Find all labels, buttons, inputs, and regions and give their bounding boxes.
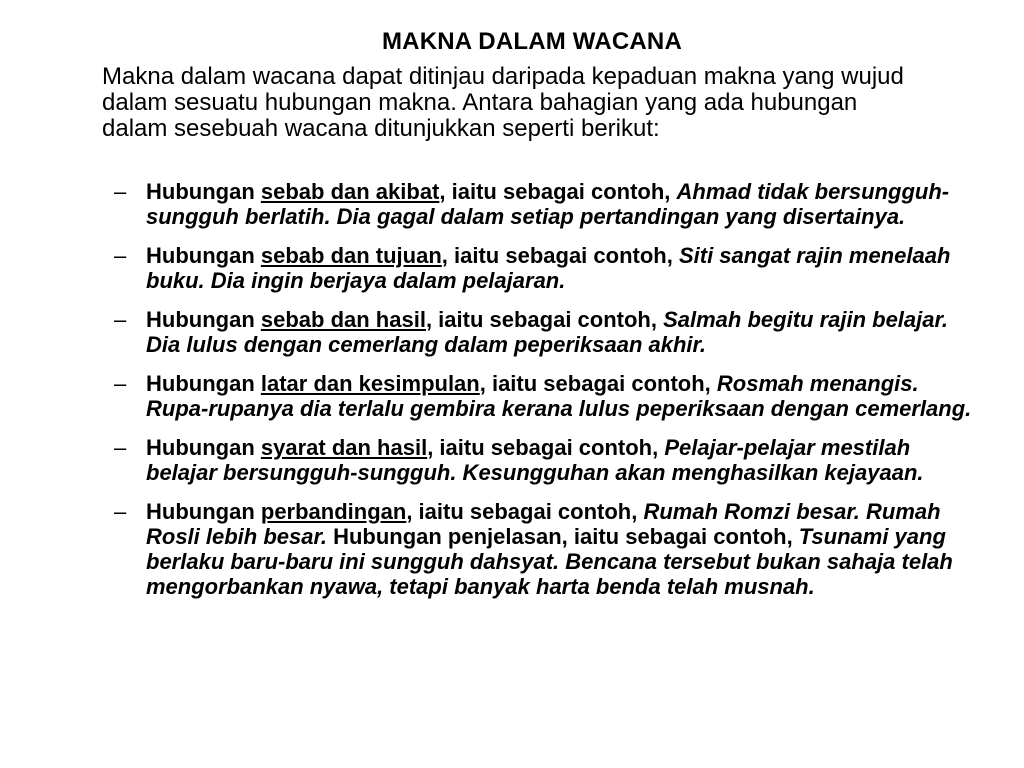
list-item-syarat-hasil	[0, 435, 1024, 485]
bullet-dash: –	[114, 307, 127, 332]
item-connector: , iaitu sebagai contoh,	[427, 435, 665, 460]
item-term: sebab dan akibat	[260, 179, 440, 204]
list-item-sebab-akibat	[0, 179, 1024, 229]
bullet-dash: –	[114, 179, 127, 204]
item-extra-lead: Hubungan penjelasan, iaitu sebagai contoh,	[326, 524, 799, 549]
bullet-dash: –	[114, 371, 127, 396]
item-example: Rumah Romzi besar. Rumah Rosli lebih besar.	[146, 499, 941, 549]
item-example: Pelajar-pelajar mestilah belajar bersungguh-sungguh. Kesungguhan akan menghasilkan kejayaan.	[146, 435, 924, 485]
item-term: sebab dan tujuan	[260, 243, 442, 268]
item-lead: Hubungan	[146, 499, 261, 524]
item-connector: , iaitu sebagai contoh,	[425, 307, 664, 332]
item-term: perbandingan	[260, 499, 407, 524]
item-lead: Hubungan	[146, 179, 261, 204]
bullet-dash: –	[114, 243, 127, 268]
item-example: Salmah begitu rajin belajar. Dia lulus dengan cemerlang dalam peperiksaan akhir.	[146, 307, 948, 357]
item-term: latar dan kesimpulan	[260, 371, 480, 396]
item-example: Siti sangat rajin menelaah buku. Dia ingin berjaya dalam pelajaran.	[146, 243, 951, 293]
slide-title: MAKNA DALAM WACANA	[381, 28, 682, 55]
bullet-dash: –	[114, 499, 127, 524]
list-item-sebab-hasil	[0, 307, 1024, 357]
item-extra-example: Tsunami yang berlaku baru-baru ini sungguh dahsyat. Bencana tersebut bukan sahaja telah mengorbankan nyawa, tetapi banyak harta benda telah musnah.	[146, 524, 953, 599]
intro-paragraph: Makna dalam wacana dapat ditinjau daripada kepaduan makna yang wujud dalam sesuatu hubungan makna. Antara bahagian yang ada hubungan dalam sesebuah wacana ditunjukkan seperti berikut:	[102, 63, 904, 142]
item-example: Ahmad tidak bersungguh-sungguh berlatih. Dia gagal dalam setiap pertandingan yang disertainya.	[146, 179, 950, 229]
item-lead: Hubungan	[146, 371, 261, 396]
item-term: syarat dan hasil	[260, 435, 428, 460]
item-connector: , iaitu sebagai contoh,	[439, 179, 677, 204]
item-lead: Hubungan	[146, 243, 261, 268]
item-lead: Hubungan	[146, 435, 261, 460]
item-connector: , iaitu sebagai contoh,	[406, 499, 644, 524]
item-connector: , iaitu sebagai contoh,	[441, 243, 679, 268]
relation-list	[0, 179, 1024, 613]
bullet-dash: –	[114, 435, 127, 460]
list-item-latar-kesimpulan	[0, 371, 1024, 421]
item-lead: Hubungan	[146, 307, 261, 332]
item-example: Rosmah menangis. Rupa-rupanya dia terlalu gembira kerana lulus peperiksaan dengan cemerlang.	[146, 371, 972, 421]
list-item-perbandingan	[0, 499, 1024, 599]
list-item-sebab-tujuan	[0, 243, 1024, 293]
item-connector: , iaitu sebagai contoh,	[479, 371, 717, 396]
item-term: sebab dan hasil	[260, 307, 426, 332]
